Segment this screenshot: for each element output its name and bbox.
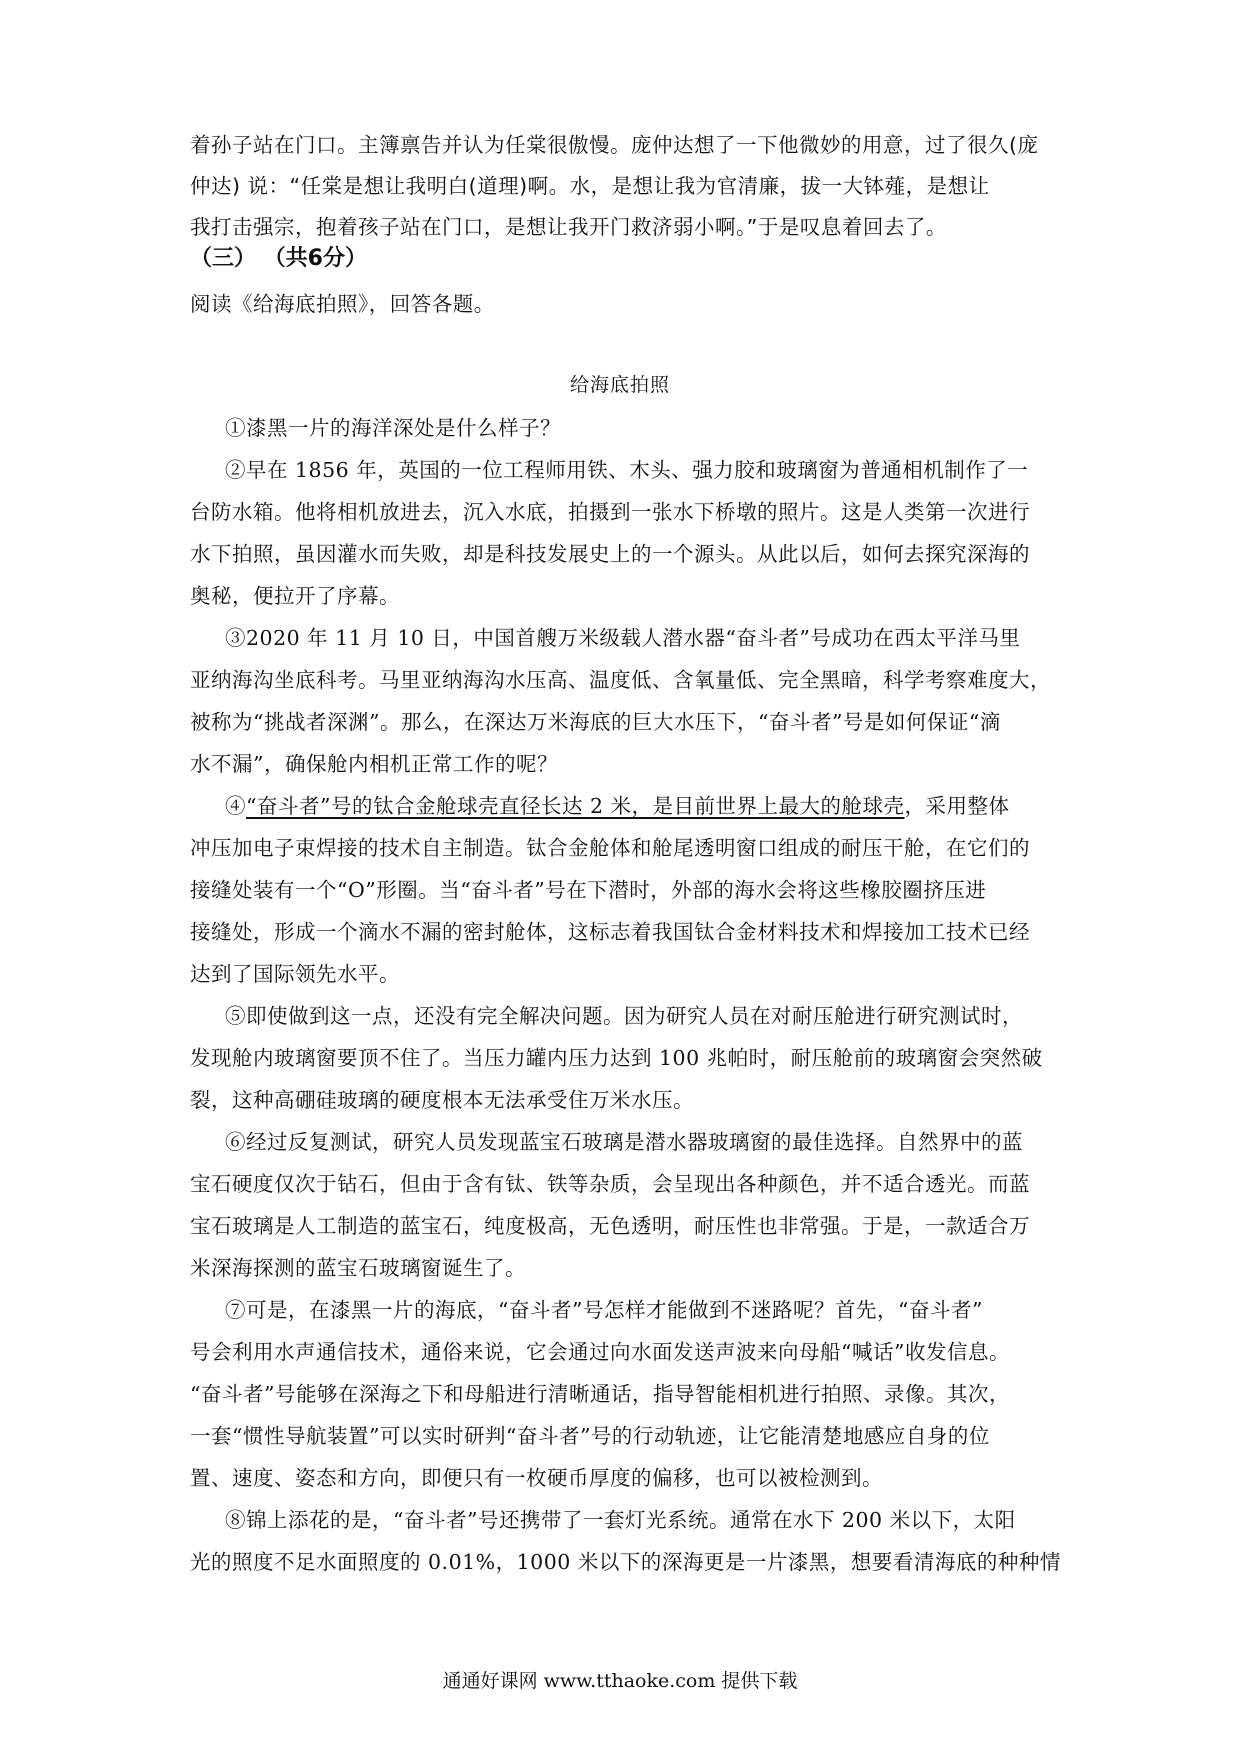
p7-line-5: 置、速度、姿态和方向，即便只有一枚硬币厚度的偏移，也可以被检测到。 xyxy=(190,1466,883,1490)
p6-line-3: 宝石玻璃是人工制造的蓝宝石，纯度极高，无色透明，耐压性也非常强。于是，一款适合万 xyxy=(190,1214,1030,1238)
translation-line-1: 着孙子站在门口。主簿禀告并认为任棠很傲慢。庞仲达想了一下他微妙的用意，过了很久(庞 xyxy=(190,133,1039,157)
p5-line-1: ⑤即使做到这一点，还没有完全解决问题。因为研究人员在对耐压舱进行研究测试时， xyxy=(225,1004,1023,1028)
translation-line-3: 我打击强宗，抱着孩子站在门口，是想让我开门救济弱小啊。”于是叹息着回去了。 xyxy=(190,215,947,239)
p3-line-4: 水不漏”，确保舱内相机正常工作的呢？ xyxy=(190,752,558,776)
page-footer: 通通好课网 www.tthaoke.com 提供下载 xyxy=(442,1670,798,1692)
reading-instruction: 阅读《给海底拍照》，回答各题。 xyxy=(190,292,495,316)
p7-line-4: 一套“惯性导航装置”可以实时研判“奋斗者”号的行动轨迹，让它能清楚地感应自身的位 xyxy=(190,1424,990,1448)
p4-line-2: 冲压加电子束焊接的技术自主制造。钛合金舱体和舱尾透明窗口组成的耐压干舱，在它们的 xyxy=(190,836,1030,860)
p4-line-1 xyxy=(225,791,1095,821)
p5-line-2: 发现舱内玻璃窗要顶不住了。当压力罐内压力达到 100 兆帕时，耐压舱前的玻璃窗会突然破 xyxy=(190,1046,1043,1070)
p5-line-3: 裂，这种高硼硅玻璃的硬度根本无法承受住万米水压。 xyxy=(190,1088,694,1112)
p7-line-3: “奋斗者”号能够在深海之下和母船进行清晰通话，指导智能相机进行拍照、录像。其次， xyxy=(190,1382,1010,1406)
p4-line-4: 接缝处，形成一个滴水不漏的密封舱体，这标志着我国钛合金材料技术和焊接加工技术已经 xyxy=(190,920,1030,944)
translation-line-2: 仲达) 说：“任棠是想让我明白(道理)啊。水，是想让我为官清廉，拔一大钵薤，是想让 xyxy=(190,174,990,198)
p8-line-1: ⑧锦上添花的是，“奋斗者”号还携带了一套灯光系统。通常在水下 200 米以下，太阳 xyxy=(225,1508,1016,1532)
p4-line-1-rest: ，采用整体 xyxy=(904,794,1010,818)
p4-number: ④ xyxy=(225,794,246,818)
p6-line-2: 宝石硬度仅次于钻石，但由于含有钛、铁等杂质，会呈现出各种颜色，并不适合透光。而蓝 xyxy=(190,1172,1030,1196)
p1-line-1: ①漆黑一片的海洋深处是什么样子？ xyxy=(225,416,561,440)
p2-line-4: 奥秘，便拉开了序幕。 xyxy=(190,584,400,608)
p7-line-1: ⑦可是，在漆黑一片的海底，“奋斗者”号怎样才能做到不迷路呢？首先，“奋斗者” xyxy=(225,1298,983,1322)
p2-line-3: 水下拍照，虽因灌水而失败，却是科技发展史上的一个源头。从此以后，如何去探究深海的 xyxy=(190,542,1030,566)
p7-line-2: 号会利用水声通信技术，通俗来说，它会通过向水面发送声波来向母船“喊话”收发信息。 xyxy=(190,1340,1010,1364)
p6-line-1: ⑥经过反复测试，研究人员发现蓝宝石玻璃是潜水器玻璃窗的最佳选择。自然界中的蓝 xyxy=(225,1130,1023,1154)
p4-line-5: 达到了国际领先水平。 xyxy=(190,962,400,986)
article-title: 给海底拍照 xyxy=(569,374,670,396)
section-heading: （三） （共6分） xyxy=(190,246,367,271)
p4-underlined-sentence: “奋斗者”号的钛合金舱球壳直径长达 2 米，是目前世界上最大的舱球壳 xyxy=(246,794,905,818)
p2-line-2: 台防水箱。他将相机放进去，沉入水底，拍摄到一张水下桥墩的照片。这是人类第一次进行 xyxy=(190,500,1030,524)
p6-line-4: 米深海探测的蓝宝石玻璃窗诞生了。 xyxy=(190,1256,526,1280)
p8-line-2: 光的照度不足水面照度的 0.01%，1000 米以下的深海更是一片漆黑，想要看清海底的种种情 xyxy=(190,1550,1061,1574)
p2-line-1: ②早在 1856 年，英国的一位工程师用铁、木头、强力胶和玻璃窗为普通相机制作了一 xyxy=(225,458,1029,482)
p3-line-1: ③2020 年 11 月 10 日，中国首艘万米级载人潜水器“奋斗者”号成功在西太平洋马里 xyxy=(225,626,1021,650)
p3-line-3: 被称为“挑战者深渊”。那么，在深达万米海底的巨大水压下，“奋斗者”号是如何保证“滴 xyxy=(190,710,1001,734)
p4-line-3: 接缝处装有一个“O”形圈。当“奋斗者”号在下潜时，外部的海水会将这些橡胶圈挤压进 xyxy=(190,878,987,902)
p3-line-2: 亚纳海沟坐底科考。马里亚纳海沟水压高、温度低、含氧量低、完全黑暗，科学考察难度大， xyxy=(190,668,1051,692)
